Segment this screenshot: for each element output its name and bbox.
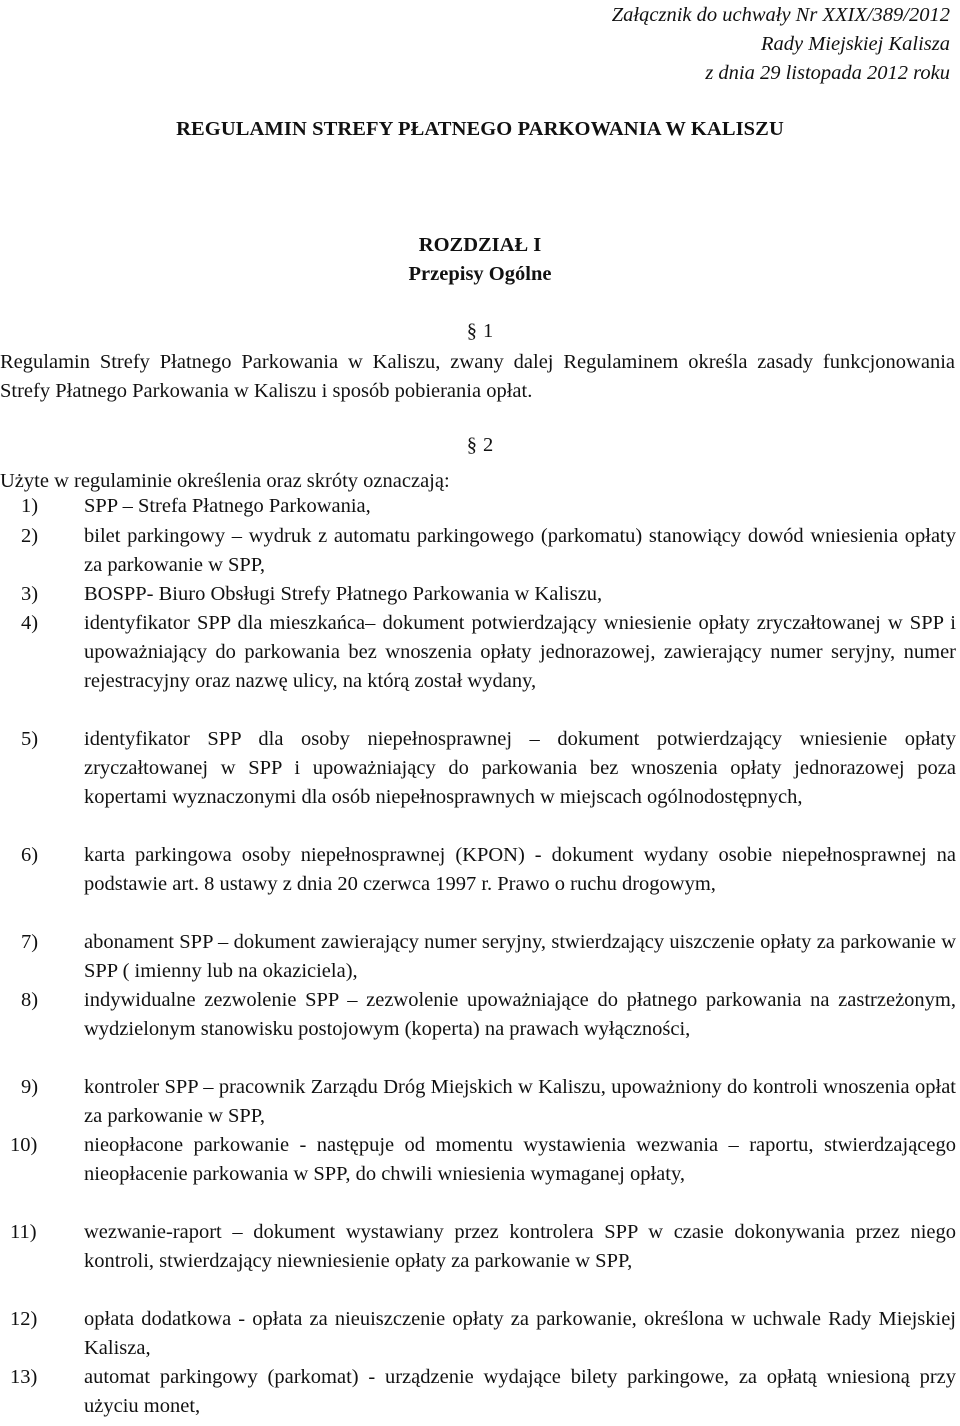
section-number: 1 [483,320,494,342]
list-item-text: opłata dodatkowa - opłata za nieuiszczenie opłaty za parkowanie, określona w uchwale Rady Miejskiej Kalisza, [84,1308,956,1359]
list-item-text: identyfikator SPP dla mieszkańca– dokument potwierdzający wniesienie opłaty zryczałtowanej w SPP i upoważniający do parkowania bez wnoszenia opłaty jednorazowej, zawierający numer seryjny, numer rejestracyjny oraz nazwę ulicy, na którą został wydany, [84,612,956,692]
list-item [0,609,956,696]
list-item-number: 7) [21,931,39,953]
section-sign: § [466,320,477,342]
list-item-number: 11) [10,1221,37,1243]
list-item [0,841,956,899]
list-item-text: indywidualne zezwolenie SPP – zezwolenie upoważniające do płatnego parkowania na zastrzeżonym, wydzielonym stanowisku postojowym (koperta) na prawach wyłączności, [84,989,956,1040]
list-item-number: 6) [21,844,39,866]
list-item-text: nieopłacone parkowanie - następuje od momentu wystawienia wezwania – raportu, stwierdzającego nieopłacenie parkowania w SPP, do chwili wniesienia wymaganej opłaty, [84,1134,956,1185]
list-item-text: identyfikator SPP dla osoby niepełnosprawnej – dokument potwierdzający wniesienie opłaty zryczałtowanej w SPP i upoważniający do parkowania bez wnoszenia opłaty jednorazowej poza kopertami wyznaczonymi dla osób niepełnosprawnych w miejscach ogólnodostępnych, [84,728,956,808]
attachment-header [612,1,950,88]
list-item-text: karta parkingowa osoby niepełnosprawnej (KPON) - dokument wydany osobie niepełnosprawnej na podstawie art. 8 ustawy z dnia 20 czerwca 1997 r. Prawo o ruchu drogowym, [84,844,956,895]
chapter-heading [0,231,960,289]
section-1-text: Regulamin Strefy Płatnego Parkowania w Kaliszu, zwany dalej Regulaminem określa zasady funkcjonowania Strefy Płatnego Parkowania w Kaliszu i sposób pobierania opłat. [0,351,955,402]
section-2-intro: Użyte w regulaminie określenia oraz skróty oznaczają: [0,470,450,492]
list-item-text: BOSPP- Biuro Obsługi Strefy Płatnego Parkowania w Kaliszu, [84,583,603,605]
list-item [0,492,956,521]
list-item-text: abonament SPP – dokument zawierający numer seryjny, stwierdzający uiszczenie opłaty za parkowanie w SPP ( imienny lub na okaziciela), [84,931,956,982]
section-sign: § [466,434,477,456]
list-item-text: bilet parkingowy – wydruk z automatu parkingowego (parkomatu) stanowiący dowód wniesienia opłaty za parkowanie w SPP, [84,525,956,576]
list-item [0,986,956,1044]
list-item [0,1305,956,1363]
section-1-heading [0,319,960,343]
chapter-number: ROZDZIAŁ I [418,234,542,256]
list-item-number: 5) [21,728,39,750]
list-item-number: 2) [21,525,39,547]
list-item-number: 13) [10,1366,38,1388]
list-item-number: 4) [21,612,39,634]
list-item-number: 12) [10,1308,38,1330]
header-line-council: Rady Miejskiej Kalisza [760,33,950,55]
section-number: 2 [483,434,494,456]
list-item-text: wezwanie-raport – dokument wystawiany przez kontrolera SPP w czasie dokonywania przez niego kontroli, stwierdzający niewniesienie opłaty za parkowanie w SPP, [84,1221,956,1272]
list-item [0,1218,956,1276]
list-item [0,522,956,580]
list-item [0,1073,956,1131]
list-item-number: 8) [21,989,39,1011]
list-item-text: automat parkingowy (parkomat) - urządzenie wydające bilety parkingowe, za opłatą wniesioną przy użyciu monet, [84,1366,956,1417]
list-item-text: SPP – Strefa Płatnego Parkowania, [84,495,371,517]
document-title: REGULAMIN STREFY PŁATNEGO PARKOWANIA W KALISZU [176,118,784,140]
chapter-title: Przepisy Ogólne [408,263,552,285]
list-item-number: 9) [21,1076,39,1098]
list-item [0,1363,956,1421]
header-line-resolution: Załącznik do uchwały Nr XXIX/389/2012 [611,4,950,26]
list-item [0,928,956,986]
list-item-number: 3) [21,583,39,605]
header-line-date: z dnia 29 listopada 2012 roku [705,62,950,84]
section-2-heading [0,433,960,457]
list-item [0,1131,956,1189]
list-item [0,580,956,609]
list-item-text: kontroler SPP – pracownik Zarządu Dróg Miejskich w Kaliszu, upoważniony do kontroli wnoszenia opłat za parkowanie w SPP, [84,1076,956,1127]
list-item-number: 1) [21,495,39,517]
list-item [0,725,956,812]
list-item-number: 10) [10,1134,38,1156]
